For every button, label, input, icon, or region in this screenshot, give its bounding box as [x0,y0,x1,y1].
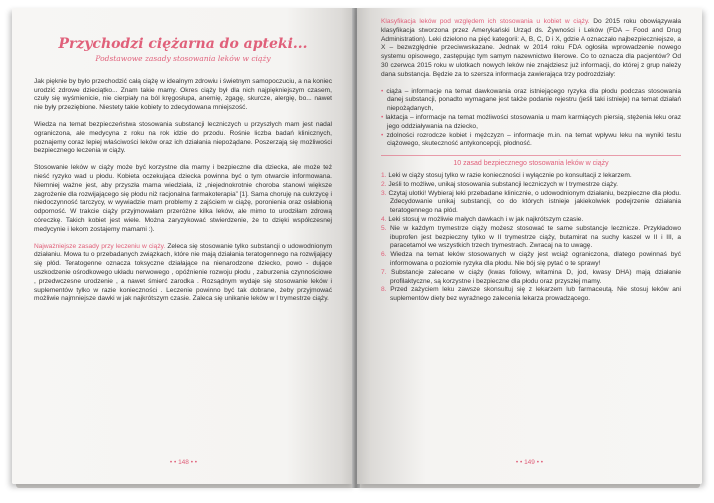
list-item: • ciąża – informacje na temat dawkowania oraz istniejącego ryzyka dla płodu podczas stosowania danej substancji, ponadto wymagane jest także podanie rejestru (jeśli taki istnieje) na temat działań niepożądanych, [381,87,681,113]
right-page [357,8,702,484]
rule-item: 7. Substancje zalecane w ciąży (kwas foliowy, witamina D, jod, kwasy DHA) mają działanie profilaktyczne, są korzystne i bezpieczne dla płodu oraz przyszłej mamy. [381,268,681,285]
divider [381,155,681,156]
page-number-right: • • 149 • • [515,459,544,466]
paragraph-rules-summary [34,243,332,305]
rules-list [381,172,681,304]
book-spread [10,8,704,496]
lead-in-heading: Najważniejsze zasady przy leczeniu w ciąży. [34,242,166,250]
rule-item: 3. Czytaj ulotki! Wybieraj leki przebadane klinicznie, o udowodnionym działaniu, bezpieczne dla płodu. Zdecydowanie unikaj substancji, co do których istnieje jakiekolwiek podejrzenie działania teratogennego na płód. [381,189,681,215]
paragraph: Wiedza na temat bezpieczeństwa stosowania substancji leczniczych u przyszłych mam jest nadal ograniczona, ale medycyna z roku na rok idzie do przodu. Rośnie liczba badań klinicznych, poznajemy coraz lepiej właściwości leków oraz ich działania niepożądane. Poszerzają się możliwości bezpiecznego leczenia w ciąży. [34,120,332,155]
rule-item: 8. Przed zażyciem leku zawsze skonsultuj się z lekarzem lub farmaceutą. Nie stosuj leków ani suplementów diety bez wyraźnego zalecenia lekarza prowadzącego. [381,286,681,303]
rule-item: 6. Wiedza na temat leków stosowanych w ciąży jest wciąż ograniczona, dlatego powinnaś być informowana o poziomie ryzyka dla płodu. Nie bój się pytać o te sprawy! [381,251,681,267]
paragraph-body: Zeleca się stosowanie tylko substancji o udowodnionym działaniu. Mowa tu o przebadanych związkach, które nie mają działania teratogennego na rozwijający się płód. Teratogenne oznacza toksyczne działające na nienarodzone dziecko, powo - dujące uszkodzenie ośrodkowego układu nerwowego , opóźnienie rozwoju płodu , zaburzenia czynnościowe , przedwczesne urodzenie , a nawet śmierć zarodka . Rozsądnym wydaje się stosowanie leków i suplementów tylko w razie konieczności . Leczenie powinno być tak dobrane, żeby przyjmować możliwie najmniejsze dawki w jak najkrótszym czasie. Zaleca się unikanie leków w I trymestrze ciąży. [34,242,332,303]
lead-in-heading: Klasyfikacja leków pod względem ich stosowania u kobiet w ciąży. [381,18,590,25]
left-page [12,8,355,484]
list-item: • laktacja – informacje na temat możliwości stosowania u mam karmiących piersią, stężenia leku oraz jego oddziaływania na dziecko, [381,113,682,130]
paragraph-body: Do 2015 roku obowiązywała klasyfikacja stworzona przez Amerykański Urząd ds. Żywności i Leków (FDA – Food and Drug Administration). Leki dzielono na pięć kategorii: A, B, C, D i X, gdzie A oznaczało najbezpieczniejsze, a X – bezwzględnie przeciwwskazane. Jednak w 2014 roku FDA ogłosiła wprowadzenie nowego systemu opisowego, zastępując tym samym nazewnictwo literowe. Co to oznacza dla pacjentów? Od 30 czerwca 2015 roku w ulotkach nowych leków nie znajdziesz już informacji, do której z grup należy dana substancja. Będzie za to szersza informacja zawierająca trzy podrozdziały: [381,18,681,78]
paragraph: Stosowanie leków w ciąży może być korzystne dla mamy i bezpieczne dla dziecka, ale może też nieść ryzyko wad u płodu. Kobieta oczekująca dziecka powinna być o tym otwarcie informowana. Niemniej ważne jest, aby przyszła mama wiedziała, iż „niejednokrotnie choroba stanowi większe zagrożenie dla rozwijającego się płodu niż racjonalna farmakoterapia” [1]. Sama choruję na cukrzycę i niedoczynność tarczycy, w wywiadzie mam problemy z zajściem w ciążę, poronienia oraz osłabioną odporność. W trakcie ciąży przyjmowałam przeróżne kilka leków, ale mimo to urodziłam zdrową córeczkę. Takich kobiet jest wiele. Można zaryzykować stwierdzenie, że to dzięki współczesnej medycynie i lekom zostajemy mamami :). [34,164,332,233]
chapter-subtitle: Podstawowe zasady stosowania leków w ciąży [95,54,271,63]
paragraph: Jak pięknie by było przechodzić całą ciążę w idealnym zdrowiu i świetnym samopoczuciu, a na koniec urodzić zdrowe dzieciątko... Znam takie mamy. Okres ciąży był dla nich najpiękniejszym czasem, czuły się wyśmienicie, nie cierpiały na ból kręgosłupa, anemię, zgagę, skurcze, alergię, bo... nawet nie były przeziębione. Niestety takie kobiety to zdecydowana mniejszość. [34,77,332,112]
classification-paragraph [381,18,681,80]
page-number-left: • • 148 • • [169,459,198,466]
subsection-list [381,88,681,150]
chapter-title: Przychodzi ciężarna do apteki... [58,36,308,52]
rule-item: 5. Nie w każdym trymestrze ciąży możesz stosować te same substancje lecznicze. Przykładowo ibuprofen jest bezpieczny tylko w II trymestrze ciąży, butamirat na suchy kaszel w II i III, a paracetamol we wszystkich trzech trymestrach. Zwracaj na to uwagę. [381,224,682,250]
list-item: • zdolności rozrodcze kobiet i mężczyzn – informacje m.in. na temat wpływu leku na wyniki testu ciążowego, skuteczność antykoncepcji, płodność. [381,131,682,148]
rule-item: 4. Leki stosuj w możliwie małych dawkach i w jak najkrótszym czasie. [381,215,584,223]
rule-item: 1. Leki w ciąży stosuj tylko w razie konieczności i wyłącznie po konsultacji z lekarzem. [381,171,632,179]
rule-item: 2. Jeśli to możliwe, unikaj stosowania substancji leczniczych w I trymestrze ciąży. [381,180,618,188]
rules-heading: 10 zasad bezpiecznego stosowania leków w ciąży [453,160,609,168]
